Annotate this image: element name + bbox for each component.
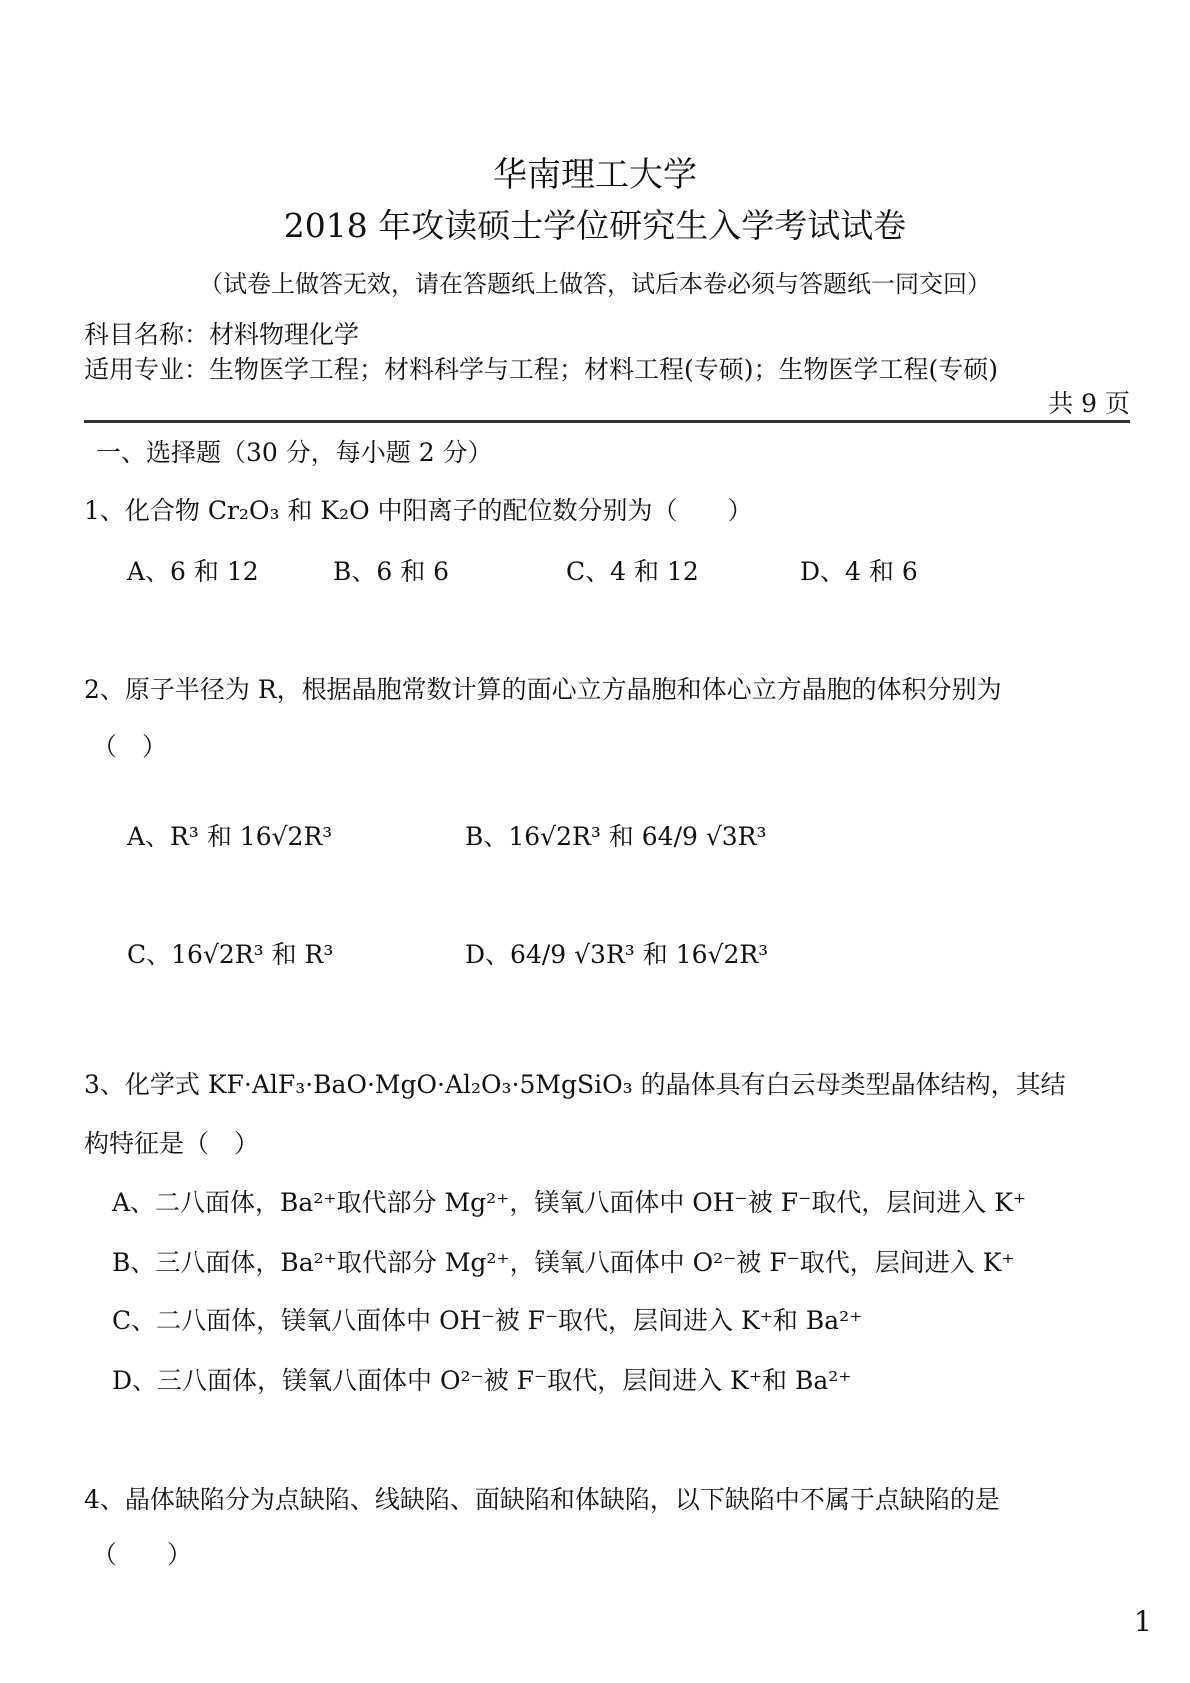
page-number: 1 <box>1134 1605 1152 1638</box>
q2-option-d: D、64/9 √3R³ 和 16√2R³ <box>465 940 769 969</box>
exam-title: 2018 年攻读硕士学位研究生入学考试试卷 <box>283 206 907 245</box>
section-heading: 一、选择题（30 分，每小题 2 分） <box>96 438 493 467</box>
question-4: 4、晶体缺陷分为点缺陷、线缺陷、面缺陷和体缺陷，以下缺陷中不属于点缺陷的是 <box>84 1485 1000 1514</box>
q2-option-b: B、16√2R³ 和 64/9 √3R³ <box>465 822 767 851</box>
q1-option-a: A、6 和 12 <box>127 557 259 586</box>
q3-option-a: A、二八面体，Ba²⁺取代部分 Mg²⁺，镁氧八面体中 OH⁻被 F⁻取代，层间进入 K⁺ <box>112 1188 1027 1217</box>
header-divider <box>84 420 1130 423</box>
q1-option-c: C、4 和 12 <box>566 557 699 586</box>
question-2: 2、原子半径为 R，根据晶胞常数计算的面心立方晶胞和体心立方晶胞的体积分别为 <box>84 675 1002 704</box>
q2-paren: （ ） <box>92 732 168 761</box>
q2-option-a: A、R³ 和 16√2R³ <box>127 822 333 851</box>
page-count: 共 9 页 <box>1048 389 1130 418</box>
question-3: 3、化学式 KF·AlF₃·BaO·MgO·Al₂O₃·5MgSiO₃ 的晶体具有白云母类型晶体结构，其结 <box>84 1070 1066 1099</box>
q3-option-c: C、二八面体，镁氧八面体中 OH⁻被 F⁻取代，层间进入 K⁺和 Ba²⁺ <box>112 1306 863 1335</box>
q3-option-b: B、三八面体，Ba²⁺取代部分 Mg²⁺，镁氧八面体中 O²⁻被 F⁻取代，层间进入 K⁺ <box>112 1248 1015 1277</box>
subject-line: 科目名称：材料物理化学 <box>84 320 360 349</box>
q1-option-d: D、4 和 6 <box>800 557 918 586</box>
university-title: 华南理工大学 <box>493 155 697 195</box>
question-1: 1、化合物 Cr₂O₃ 和 K₂O 中阳离子的配位数分别为（ ） <box>84 496 753 525</box>
notice: （试卷上做答无效，请在答题纸上做答，试后本卷必须与答题纸一同交回） <box>199 270 991 298</box>
q2-option-c: C、16√2R³ 和 R³ <box>127 940 334 969</box>
q3-option-d: D、三八面体，镁氧八面体中 O²⁻被 F⁻取代，层间进入 K⁺和 Ba²⁺ <box>112 1366 852 1395</box>
q1-option-b: B、6 和 6 <box>333 557 450 586</box>
question-3-cont: 构特征是（ ） <box>84 1129 260 1158</box>
majors-line: 适用专业：生物医学工程；材料科学与工程；材料工程(专硕)；生物医学工程(专硕) <box>84 355 999 384</box>
q4-paren: （ ） <box>92 1540 193 1569</box>
